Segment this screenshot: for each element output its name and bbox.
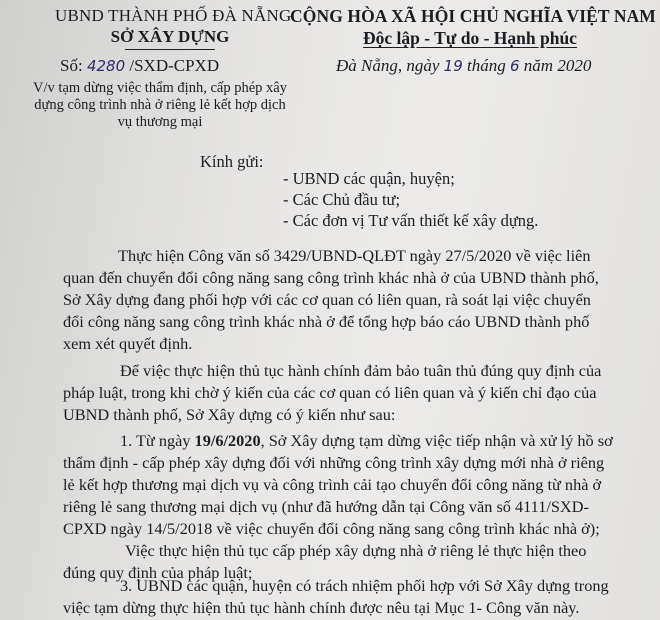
- agency-name: UBND THÀNH PHỐ ĐÀ NẴNG: [55, 6, 292, 25]
- body-line: đổi công năng sang công trình khác nhà ở để tổng hợp báo cáo UBND thành phố: [63, 312, 590, 331]
- national-header: [290, 6, 656, 49]
- date-place: Đà Nẵng, ngày: [336, 56, 440, 75]
- body-line: 3. UBND các quận, huyện có trách nhiệm phối hợp với Sở Xây dựng trong: [120, 576, 609, 595]
- item-1-rest: , Sở Xây dựng tạm dừng việc tiếp nhận và xử lý hồ sơ: [260, 431, 613, 450]
- document-number: [60, 56, 219, 76]
- body-line: Để việc thực hiện thủ tục hành chính đảm bảo tuân thủ đúng quy định của: [120, 361, 602, 380]
- body-line: quan đến chuyển đổi công năng sang công trình khác nhà ở của UBND thành phố,: [63, 268, 599, 287]
- body-line: Sở Xây dựng đang phối hợp với các cơ quan có liên quan, rà soát lại việc chuyển: [63, 290, 591, 309]
- item-1-lead: 1. Từ ngày: [120, 431, 195, 450]
- body-line: xem xét quyết định.: [63, 334, 193, 353]
- document-subject: V/v tạm dừng việc thẩm định, cấp phép xây dựng công trình nhà ở riêng lẻ kết hợp dịch vụ thương mại: [33, 80, 287, 130]
- body-line: pháp luật, trong khi chờ ý kiến của các cơ quan có liên quan và ý kiến chỉ đạo của: [63, 383, 597, 402]
- date-month: 6: [510, 57, 520, 75]
- date-year: năm 2020: [523, 56, 592, 75]
- doc-number-value: 4280: [86, 57, 126, 75]
- body-line: [120, 431, 613, 451]
- body-line: riêng lẻ sang thương mại dịch vụ (như đã hướng dẫn tại Công văn số 4111/SXD-: [63, 497, 589, 516]
- body-line: thẩm định - cấp phép xây dựng đối với những công trình xây dựng mới nhà ở riêng: [63, 453, 605, 472]
- greeting: Kính gửi:: [200, 152, 264, 171]
- issue-date: [336, 56, 591, 76]
- national-motto: Độc lập - Tự do - Hạnh phúc: [363, 28, 577, 48]
- body-line: CPXD ngày 14/5/2018 về việc chuyển đổi công năng sang công trình khác nhà ở);: [63, 519, 600, 538]
- item-1-date: 19/6/2020: [194, 431, 261, 450]
- body-line: lẻ kết hợp thương mại dịch vụ và công trình cải tạo chuyển đổi công năng từ nhà ở: [63, 475, 602, 494]
- body-line: Thực hiện Công văn số 3429/UBND-QLĐT ngày 27/5/2020 về việc liên: [118, 246, 591, 265]
- recipient-item: - Các đơn vị Tư vấn thiết kế xây dựng.: [283, 211, 539, 230]
- header-divider: [125, 49, 215, 50]
- department-name: SỞ XÂY DỰNG: [110, 27, 230, 46]
- doc-number-prefix: Số:: [60, 56, 83, 75]
- body-line: việc tạm dừng thực hiện thủ tục hành chính được nêu tại Mục 1- Công văn này.: [63, 598, 580, 617]
- body-line: Việc thực hiện thủ tục cấp phép xây dựng nhà ở riêng lẻ thực hiện theo: [125, 541, 587, 560]
- recipient-item: - Các Chủ đầu tư;: [283, 190, 401, 209]
- recipient-item: - UBND các quận, huyện;: [283, 169, 455, 188]
- body-line: UBND thành phố, Sở Xây dựng có ý kiến như sau:: [63, 405, 396, 424]
- body-line: đúng quy định của pháp luật;: [63, 563, 253, 582]
- doc-number-suffix: /SXD-CPXD: [129, 56, 220, 75]
- issuer-header: [55, 6, 292, 50]
- date-day: 19: [443, 57, 463, 75]
- nation-name: CỘNG HÒA XÃ HỘI CHỦ NGHĨA VIỆT NAM: [290, 6, 656, 26]
- date-month-label: tháng: [467, 56, 506, 75]
